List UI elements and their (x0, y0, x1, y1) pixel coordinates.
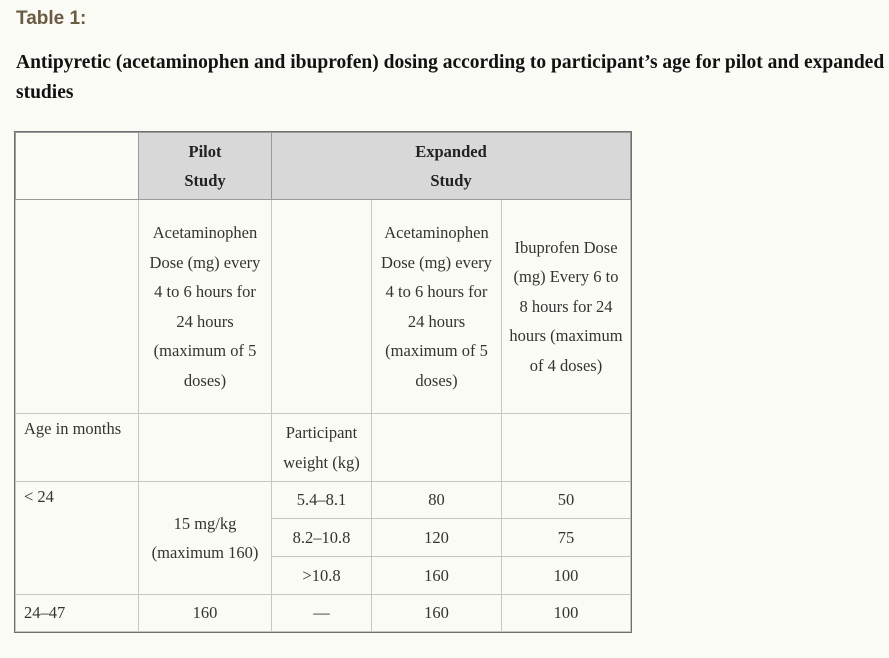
header-empty-cell (16, 133, 139, 200)
expanded-acetaminophen-dose-header: Acetaminophen Dose (mg) every 4 to 6 hours for 24 hours (maximum of 5 doses) (372, 200, 502, 414)
table-caption: Antipyretic (acetaminophen and ibuprofen) dosing according to participant’s age for pilot and expanded studies (16, 52, 885, 103)
weight-cell: 5.4–8.1 (272, 482, 372, 519)
weight-cell: — (272, 595, 372, 632)
acetaminophen-dose-cell: 160 (372, 595, 502, 632)
pilot-acetaminophen-dose-header: Acetaminophen Dose (mg) every 4 to 6 hours for 24 hours (maximum of 5 doses) (139, 200, 272, 414)
acetaminophen-dose-cell: 120 (372, 519, 502, 557)
acetaminophen-dose-cell: 160 (372, 557, 502, 595)
ibuprofen-dose-cell: 100 (502, 595, 631, 632)
label-row (16, 414, 631, 482)
header-pilot-study: Pilot Study (139, 133, 272, 200)
weight-cell: 8.2–10.8 (272, 519, 372, 557)
ibuprofen-dose-cell: 50 (502, 482, 631, 519)
label-row-empty-cell (502, 414, 631, 482)
participant-weight-label: Participant weight (kg) (272, 414, 372, 482)
age-in-months-label: Age in months (16, 414, 139, 482)
weight-cell: >10.8 (272, 557, 372, 595)
ibuprofen-dose-cell: 75 (502, 519, 631, 557)
label-row-empty-cell (372, 414, 502, 482)
acetaminophen-dose-cell: 80 (372, 482, 502, 519)
header-row (16, 133, 631, 200)
pilot-dose-under-24-cell: 15 mg/kg (maximum 160) (139, 482, 272, 595)
expanded-ibuprofen-dose-header: Ibuprofen Dose (mg) Every 6 to 8 hours for 24 hours (maximum of 4 doses) (502, 200, 631, 414)
table-row (16, 595, 631, 632)
subheader-empty-cell (16, 200, 139, 414)
table-row (16, 482, 631, 519)
age-under-24-cell: < 24 (16, 482, 139, 595)
subheader-weight-empty-cell (272, 200, 372, 414)
pilot-dose-cell: 160 (139, 595, 272, 632)
ibuprofen-dose-cell: 100 (502, 557, 631, 595)
subheader-row (16, 200, 631, 414)
age-24-47-cell: 24–47 (16, 595, 139, 632)
header-expanded-study: Expanded Study (272, 133, 631, 200)
label-row-empty-cell (139, 414, 272, 482)
dosing-table (15, 132, 631, 632)
table-label: Table 1: (16, 8, 87, 29)
